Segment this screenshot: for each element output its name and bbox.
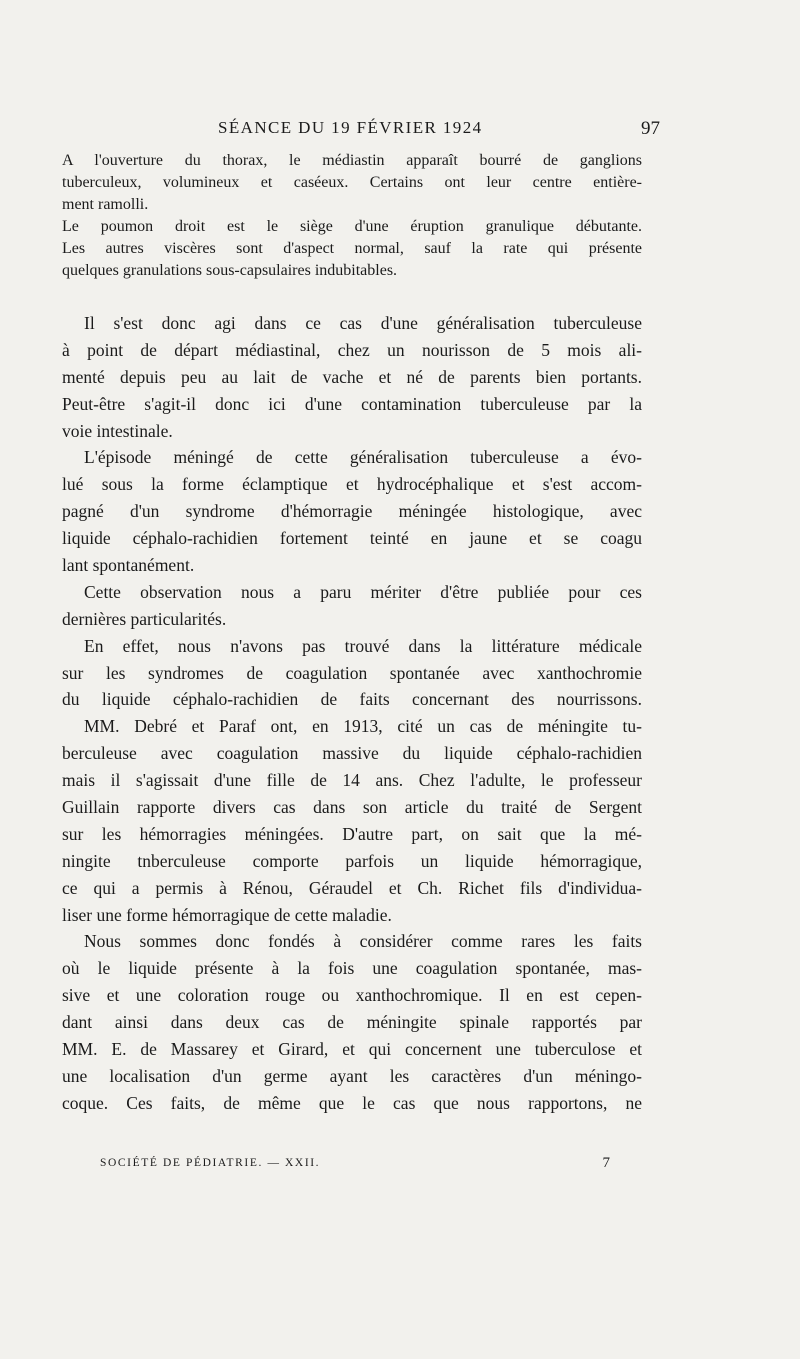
discussion bbox=[62, 310, 642, 1117]
text-line: berculeuse avec coagulation massive du liquide céphalo-rachidien bbox=[62, 743, 642, 764]
text-line: A l'ouverture du thorax, le médiastin apparaît bourré de ganglions bbox=[62, 152, 642, 169]
text-line: ce qui a permis à Rénou, Géraudel et Ch. Richet fils d'individua- bbox=[62, 877, 642, 898]
text-line: du liquide céphalo-rachidien de faits concernant des nourrissons. bbox=[62, 689, 642, 710]
text-line: tuberculeux, volumineux et caséeux. Certains ont leur centre entière- bbox=[62, 174, 642, 191]
text-line: menté depuis peu au lait de vache et né de parents bien portants. bbox=[62, 366, 642, 387]
text-line: ment ramolli. bbox=[62, 196, 149, 213]
text-line: mais il s'agissait d'une fille de 14 ans. Chez l'adulte, le professeur bbox=[62, 770, 642, 791]
text-line: coque. Ces faits, de même que le cas que nous rapportons, ne bbox=[62, 1092, 642, 1113]
page-number: 97 bbox=[641, 118, 660, 139]
text-line: dernières particularités. bbox=[62, 608, 227, 629]
text-line: lué sous la forme éclamptique et hydrocéphalique et s'est accom- bbox=[62, 474, 642, 495]
text-line: lant spontanément. bbox=[62, 555, 195, 576]
text-line: sive et une coloration rouge ou xanthochromique. Il en est cepen- bbox=[62, 985, 642, 1006]
body-text bbox=[62, 150, 642, 1117]
text-line: Nous sommes donc fondés à considérer comme rares les faits bbox=[84, 931, 642, 952]
text-line: liquide céphalo-rachidien fortement teinté en jaune et se coagu bbox=[62, 528, 642, 549]
text-line: Le poumon droit est le siège d'une éruption granulique débutante. bbox=[62, 218, 642, 235]
text-line: En effet, nous n'avons pas trouvé dans la littérature médicale bbox=[84, 635, 642, 656]
text-line: Il s'est donc agi dans ce cas d'une généralisation tuberculeuse bbox=[84, 313, 642, 333]
text-line: voie intestinale. bbox=[62, 420, 173, 441]
text-line: Peut-être s'agit-il donc ici d'une contamination tuberculeuse par la bbox=[62, 393, 642, 414]
text-line: ningite tnberculeuse comporte parfois un liquide hémorragique, bbox=[62, 850, 642, 871]
running-head bbox=[60, 118, 660, 146]
signature-mark: SOCIÉTÉ DE PÉDIATRIE. — XXII. bbox=[100, 1157, 321, 1169]
text-line: où le liquide présente à la fois une coagulation spontanée, mas- bbox=[62, 958, 642, 979]
text-line: sur les hémorragies méningées. D'autre part, on sait que la mé- bbox=[62, 823, 642, 844]
text-line: dant ainsi dans deux cas de méningite spinale rapportés par bbox=[62, 1012, 642, 1033]
page-footer bbox=[100, 1157, 610, 1179]
running-title: SÉANCE DU 19 FÉVRIER 1924 bbox=[218, 118, 483, 137]
text-line: Guillain rapporte divers cas dans son article du traité de Sergent bbox=[62, 797, 642, 818]
autopsy-findings bbox=[62, 150, 642, 282]
text-line: sur les syndromes de coagulation spontanée avec xanthochromie bbox=[62, 662, 642, 683]
text-line: quelques granulations sous-capsulaires indubitables. bbox=[62, 262, 398, 279]
text-line: MM. E. de Massarey et Girard, et qui concernent une tuberculose et bbox=[62, 1039, 642, 1060]
signature-number: 7 bbox=[602, 1155, 610, 1171]
text-line: liser une forme hémorragique de cette maladie. bbox=[62, 904, 392, 925]
text-line: L'épisode méningé de cette généralisation tuberculeuse a évo- bbox=[84, 447, 642, 468]
text-line: MM. Debré et Paraf ont, en 1913, cité un cas de méningite tu- bbox=[84, 716, 642, 737]
text-line: Les autres viscères sont d'aspect normal, sauf la rate qui présente bbox=[62, 240, 642, 257]
text-line: une localisation d'un germe ayant les caractères d'un méningo- bbox=[62, 1065, 642, 1086]
text-line: à point de départ médiastinal, chez un nourisson de 5 mois ali- bbox=[62, 339, 642, 360]
text-line: Cette observation nous a paru mériter d'être publiée pour ces bbox=[84, 581, 642, 602]
text-line: pagné d'un syndrome d'hémorragie méningée histologique, avec bbox=[62, 501, 642, 522]
